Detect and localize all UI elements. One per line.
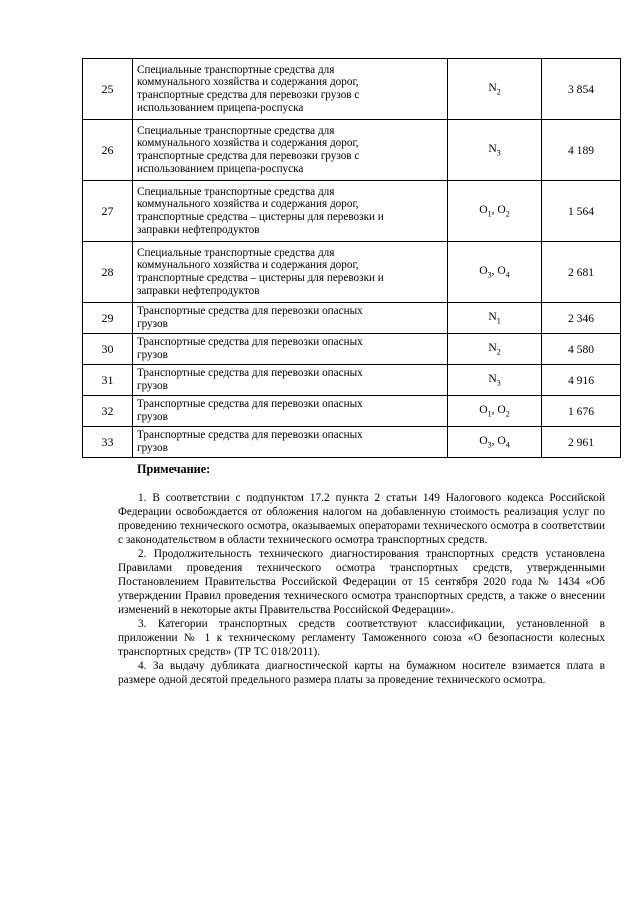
table-row: [83, 181, 621, 242]
row-number: 27: [83, 181, 133, 242]
description-line: транспортные средства – цистерны для перевозки и: [137, 211, 384, 223]
price-value: 3 854: [542, 59, 621, 120]
vehicle-description: [133, 334, 448, 365]
category-index: 2: [496, 87, 501, 97]
row-number: 25: [83, 59, 133, 120]
category-letter: N: [488, 81, 497, 95]
category-index: 4: [505, 270, 510, 280]
category-letter: N: [488, 372, 497, 386]
vehicle-category: $O_3$, $O_4$: [448, 242, 542, 303]
category-letter: N: [488, 341, 497, 355]
category-letter: O: [479, 403, 488, 417]
note-title: Примечание:: [137, 462, 211, 476]
category-letter: N: [488, 142, 497, 156]
category-index: 1: [487, 209, 492, 219]
vehicle-category: $O_1$, $O_2$: [448, 181, 542, 242]
description-line: Специальные транспортные средства для: [137, 246, 335, 259]
category-letter: O: [497, 264, 506, 278]
note-item: 3. Категории транспортных средств соответствуют классификации, установленной в приложении № 1 к техническому регламенту Таможенного союза «О безопасности колесных транспортных средств» (ТР ТС 018/2011).: [118, 618, 605, 658]
vehicle-description: [133, 242, 448, 303]
category-index: 3: [487, 440, 492, 450]
price-value: 2 681: [542, 242, 621, 303]
vehicle-category: [448, 334, 542, 365]
price-value: 1 564: [542, 181, 621, 242]
vehicle-description: [133, 303, 448, 334]
description-line: грузов: [137, 349, 168, 361]
notes-list: [118, 491, 605, 687]
description-line: Специальные транспортные средства для: [137, 63, 335, 76]
category-index: 1: [496, 316, 501, 326]
row-number: 31: [83, 365, 133, 396]
description-line: транспортные средства – цистерны для перевозки и: [137, 272, 384, 284]
row-number: 28: [83, 242, 133, 303]
category-index: 2: [505, 409, 510, 419]
description-line: коммунального хозяйства и содержания дорог,: [137, 76, 359, 89]
vehicle-category: [448, 303, 542, 334]
description-line: Транспортные средства для перевозки опасных: [137, 367, 363, 380]
category-letter: O: [479, 434, 488, 448]
category-index: 3: [496, 148, 501, 158]
description-line: коммунального хозяйства и содержания дорог,: [137, 137, 359, 150]
description-line: грузов: [137, 318, 168, 330]
vehicle-description: [133, 365, 448, 396]
vehicle-description: [133, 181, 448, 242]
vehicle-description: [133, 396, 448, 427]
category-letter: O: [497, 403, 506, 417]
description-line: коммунального хозяйства и содержания дорог,: [137, 198, 359, 211]
note-item: 1. В соответствии с подпунктом 17.2 пункта 2 статьи 149 Налогового кодекса Российской Федерации освобождается от обложения налогом на добавленную стоимость реализация услуг по проведению технического осмотра, оказываемых операторами технического осмотра в соответствии с законодательством в области технического осмотра транспортных средств.: [118, 492, 605, 546]
description-line: транспортные средства для перевозки грузов с: [137, 89, 360, 101]
note-item: 4. За выдачу дубликата диагностической карты на бумажном носителе взимается плата в размере одной десятой предельного размера платы за проведение технического осмотра.: [118, 660, 605, 686]
category-index: 2: [505, 209, 510, 219]
table-row: [83, 334, 621, 365]
table-row: [83, 427, 621, 458]
table-row: [83, 303, 621, 334]
tariff-table: [82, 58, 621, 458]
category-letter: O: [479, 203, 488, 217]
description-line: заправки нефтепродуктов: [137, 223, 260, 236]
vehicle-category: [448, 59, 542, 120]
description-line: заправки нефтепродуктов: [137, 284, 260, 297]
table-row: [83, 242, 621, 303]
price-value: 2 346: [542, 303, 621, 334]
description-line: Транспортные средства для перевозки опасных: [137, 398, 363, 411]
description-line: Специальные транспортные средства для: [137, 185, 335, 198]
category-index: 4: [505, 440, 510, 450]
description-line: Специальные транспортные средства для: [137, 124, 335, 137]
table-row: [83, 59, 621, 120]
table-row: [83, 120, 621, 181]
description-line: грузов: [137, 442, 168, 454]
description-line: грузов: [137, 380, 168, 392]
description-line: Транспортные средства для перевозки опасных: [137, 305, 363, 318]
category-letter: O: [497, 203, 506, 217]
price-value: 4 916: [542, 365, 621, 396]
description-line: транспортные средства для перевозки грузов с: [137, 150, 360, 162]
table-row: [83, 365, 621, 396]
vehicle-description: [133, 427, 448, 458]
price-value: 4 189: [542, 120, 621, 181]
category-index: 3: [487, 270, 492, 280]
description-line: Транспортные средства для перевозки опасных: [137, 336, 363, 349]
row-number: 33: [83, 427, 133, 458]
table-row: [83, 396, 621, 427]
vehicle-description: [133, 120, 448, 181]
vehicle-description: [133, 59, 448, 120]
note-item: 2. Продолжительность технического диагностирования транспортных средств установлена Правилами проведения технического осмотра транспортных средств, утвержденными Постановлением Правительства Российской Федерации от 15 сентября 2020 года № 1434 «Об утверждении Правил проведения технического осмотра транспортных средств, а также о внесении изменений в некоторые акты Правительства Российской Федерации».: [118, 548, 605, 616]
vehicle-category: [448, 120, 542, 181]
row-number: 26: [83, 120, 133, 181]
vehicle-category: $O_1$, $O_2$: [448, 396, 542, 427]
price-value: 1 676: [542, 396, 621, 427]
description-line: грузов: [137, 411, 168, 423]
price-value: 2 961: [542, 427, 621, 458]
category-letter: O: [497, 434, 506, 448]
description-line: использованием прицепа-роспуска: [137, 101, 304, 114]
category-index: 1: [487, 409, 492, 419]
price-value: 4 580: [542, 334, 621, 365]
row-number: 32: [83, 396, 133, 427]
description-line: использованием прицепа-роспуска: [137, 162, 304, 175]
vehicle-category: [448, 365, 542, 396]
description-line: Транспортные средства для перевозки опасных: [137, 429, 363, 442]
category-letter: O: [479, 264, 488, 278]
category-index: 2: [496, 347, 501, 357]
category-index: 3: [496, 378, 501, 388]
category-letter: N: [488, 310, 497, 324]
row-number: 29: [83, 303, 133, 334]
row-number: 30: [83, 334, 133, 365]
vehicle-category: $O_3$, $O_4$: [448, 427, 542, 458]
description-line: коммунального хозяйства и содержания дорог,: [137, 259, 359, 272]
